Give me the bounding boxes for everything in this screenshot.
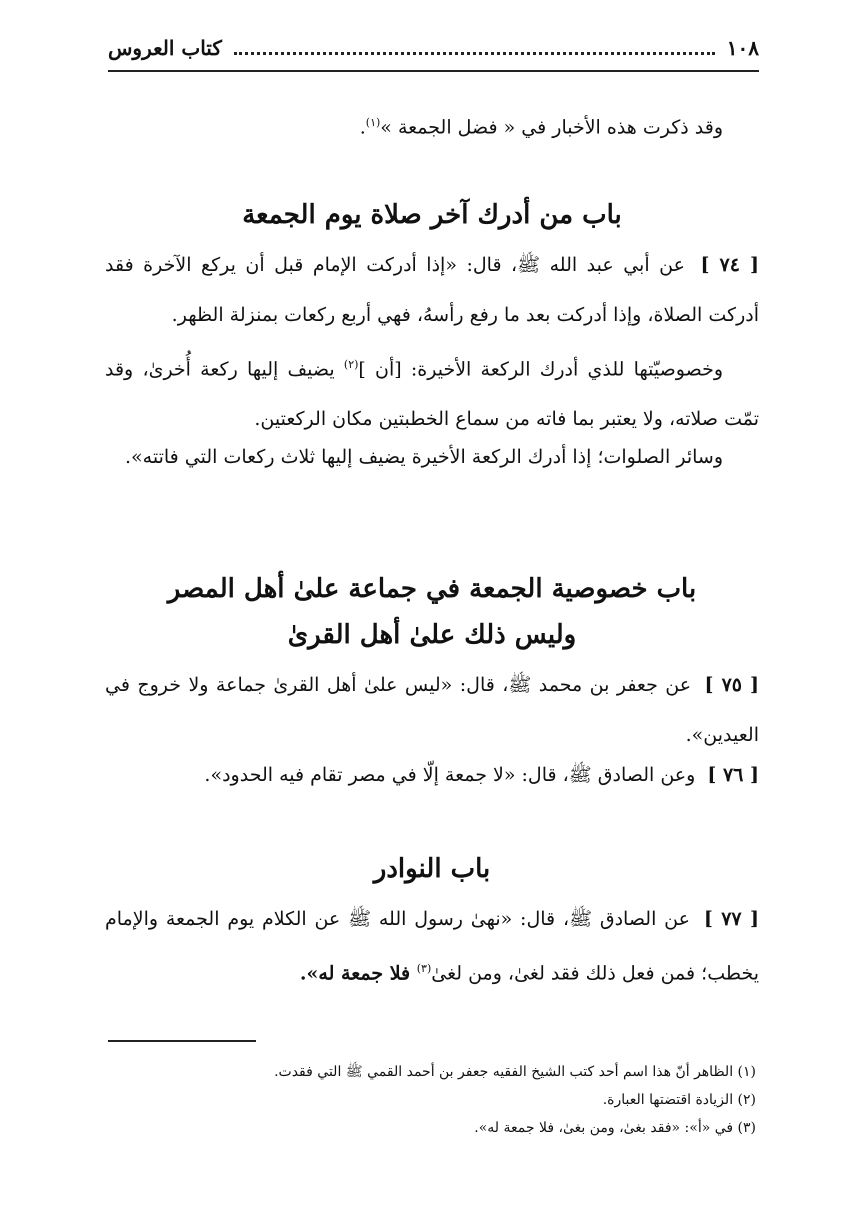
header-dot-leader [234,42,715,55]
footnotes [108,1058,756,1142]
footnote-rule [108,1040,256,1042]
hadith-74 [105,240,759,340]
paragraph-2 [105,340,759,444]
paragraph-text: وسائر الصلوات؛ إذا أدرك الركعة الأخيرة يضيف إليها ثلاث ركعات التي فاتته». [125,446,723,468]
section-title-1: باب من أدرك آخر صلاة يوم الجمعة [242,200,622,230]
hadith-76 [105,750,759,800]
hadith-75 [105,660,759,760]
intro-text: وقد ذكرت هذه الأخبار في « فضل الجمعة » [380,116,723,139]
header-rule [108,70,759,72]
page-number: ١٠٨ [726,36,759,60]
paragraph-text: وخصوصيّتها للذي أدرك الركعة الأخيرة: [أن ] [358,358,723,381]
footnote-1: (١) الظاهر أنّ هذا اسم أحد كتب الشيخ الفقيه جعفر بن أحمد القمي ﷺ التي فقدت. [274,1064,756,1080]
section-title-2 [105,566,759,658]
footnote-3: (٣) في «أ»: «فقد بغىٰ، ومن بغىٰ، فلا جمعة له». [474,1120,756,1136]
hadith-text: عن أبي عبد الله ﷺ، قال: «إذا أدركت الإمام قبل أن يركع الآخرة فقد أدركت الصلاة، وإذا أدركت بعد ما رفع رأسهُ، فهي أربع ركعات بمنزلة الظهر. [105,254,759,326]
section-title-line: باب خصوصية الجمعة في جماعة علىٰ أهل المصر [167,574,697,604]
hadith-number: [ ٧٧ ] [703,908,760,930]
footnote-2: (٢) الزيادة اقتضتها العبارة. [602,1092,756,1108]
footnote-ref-3: (٣) [416,962,432,975]
hadith-text: عن جعفر بن محمد ﷺ، قال: «ليس علىٰ أهل القرىٰ جماعة ولا خروج في العيدين». [105,674,759,746]
footnote-ref-2: (٢) [343,358,359,371]
hadith-number: [ ٧٤ ] [700,254,760,276]
book-title: كتاب العروس [108,36,222,60]
hadith-77 [105,894,759,998]
hadith-text: فلا جمعة له». [299,962,417,985]
section-title-3: باب النوادر [373,854,491,884]
hadith-number: [ ٧٦ ] [707,764,759,786]
section-title-line: وليس ذلك علىٰ أهل القرىٰ [287,620,577,650]
paragraph-3 [105,432,759,482]
intro-paragraph: وقد ذكرت هذه الأخبار في « فضل الجمعة »$^{(١)}$. [359,116,723,139]
footnote-ref-1: (١) [365,116,381,129]
hadith-number: [ ٧٥ ] [704,674,759,696]
paragraph-text: يضيف إليها ركعة أُخرىٰ، وقد تمّت صلاته، ولا يعتبر بما فاته من سماع الخطبتين مكان الركعتين. [105,358,759,431]
running-header [108,30,759,66]
hadith-text: عن الصادق ﷺ، قال: «نهىٰ رسول الله ﷺ عن الكلام يوم الجمعة والإمام يخطب؛ فمن فعل ذلك فقد لغىٰ، ومن لغىٰ [105,908,759,985]
hadith-text: وعن الصادق ﷺ، قال: «لا جمعة إلّا في مصر تقام فيه الحدود». [204,764,696,786]
